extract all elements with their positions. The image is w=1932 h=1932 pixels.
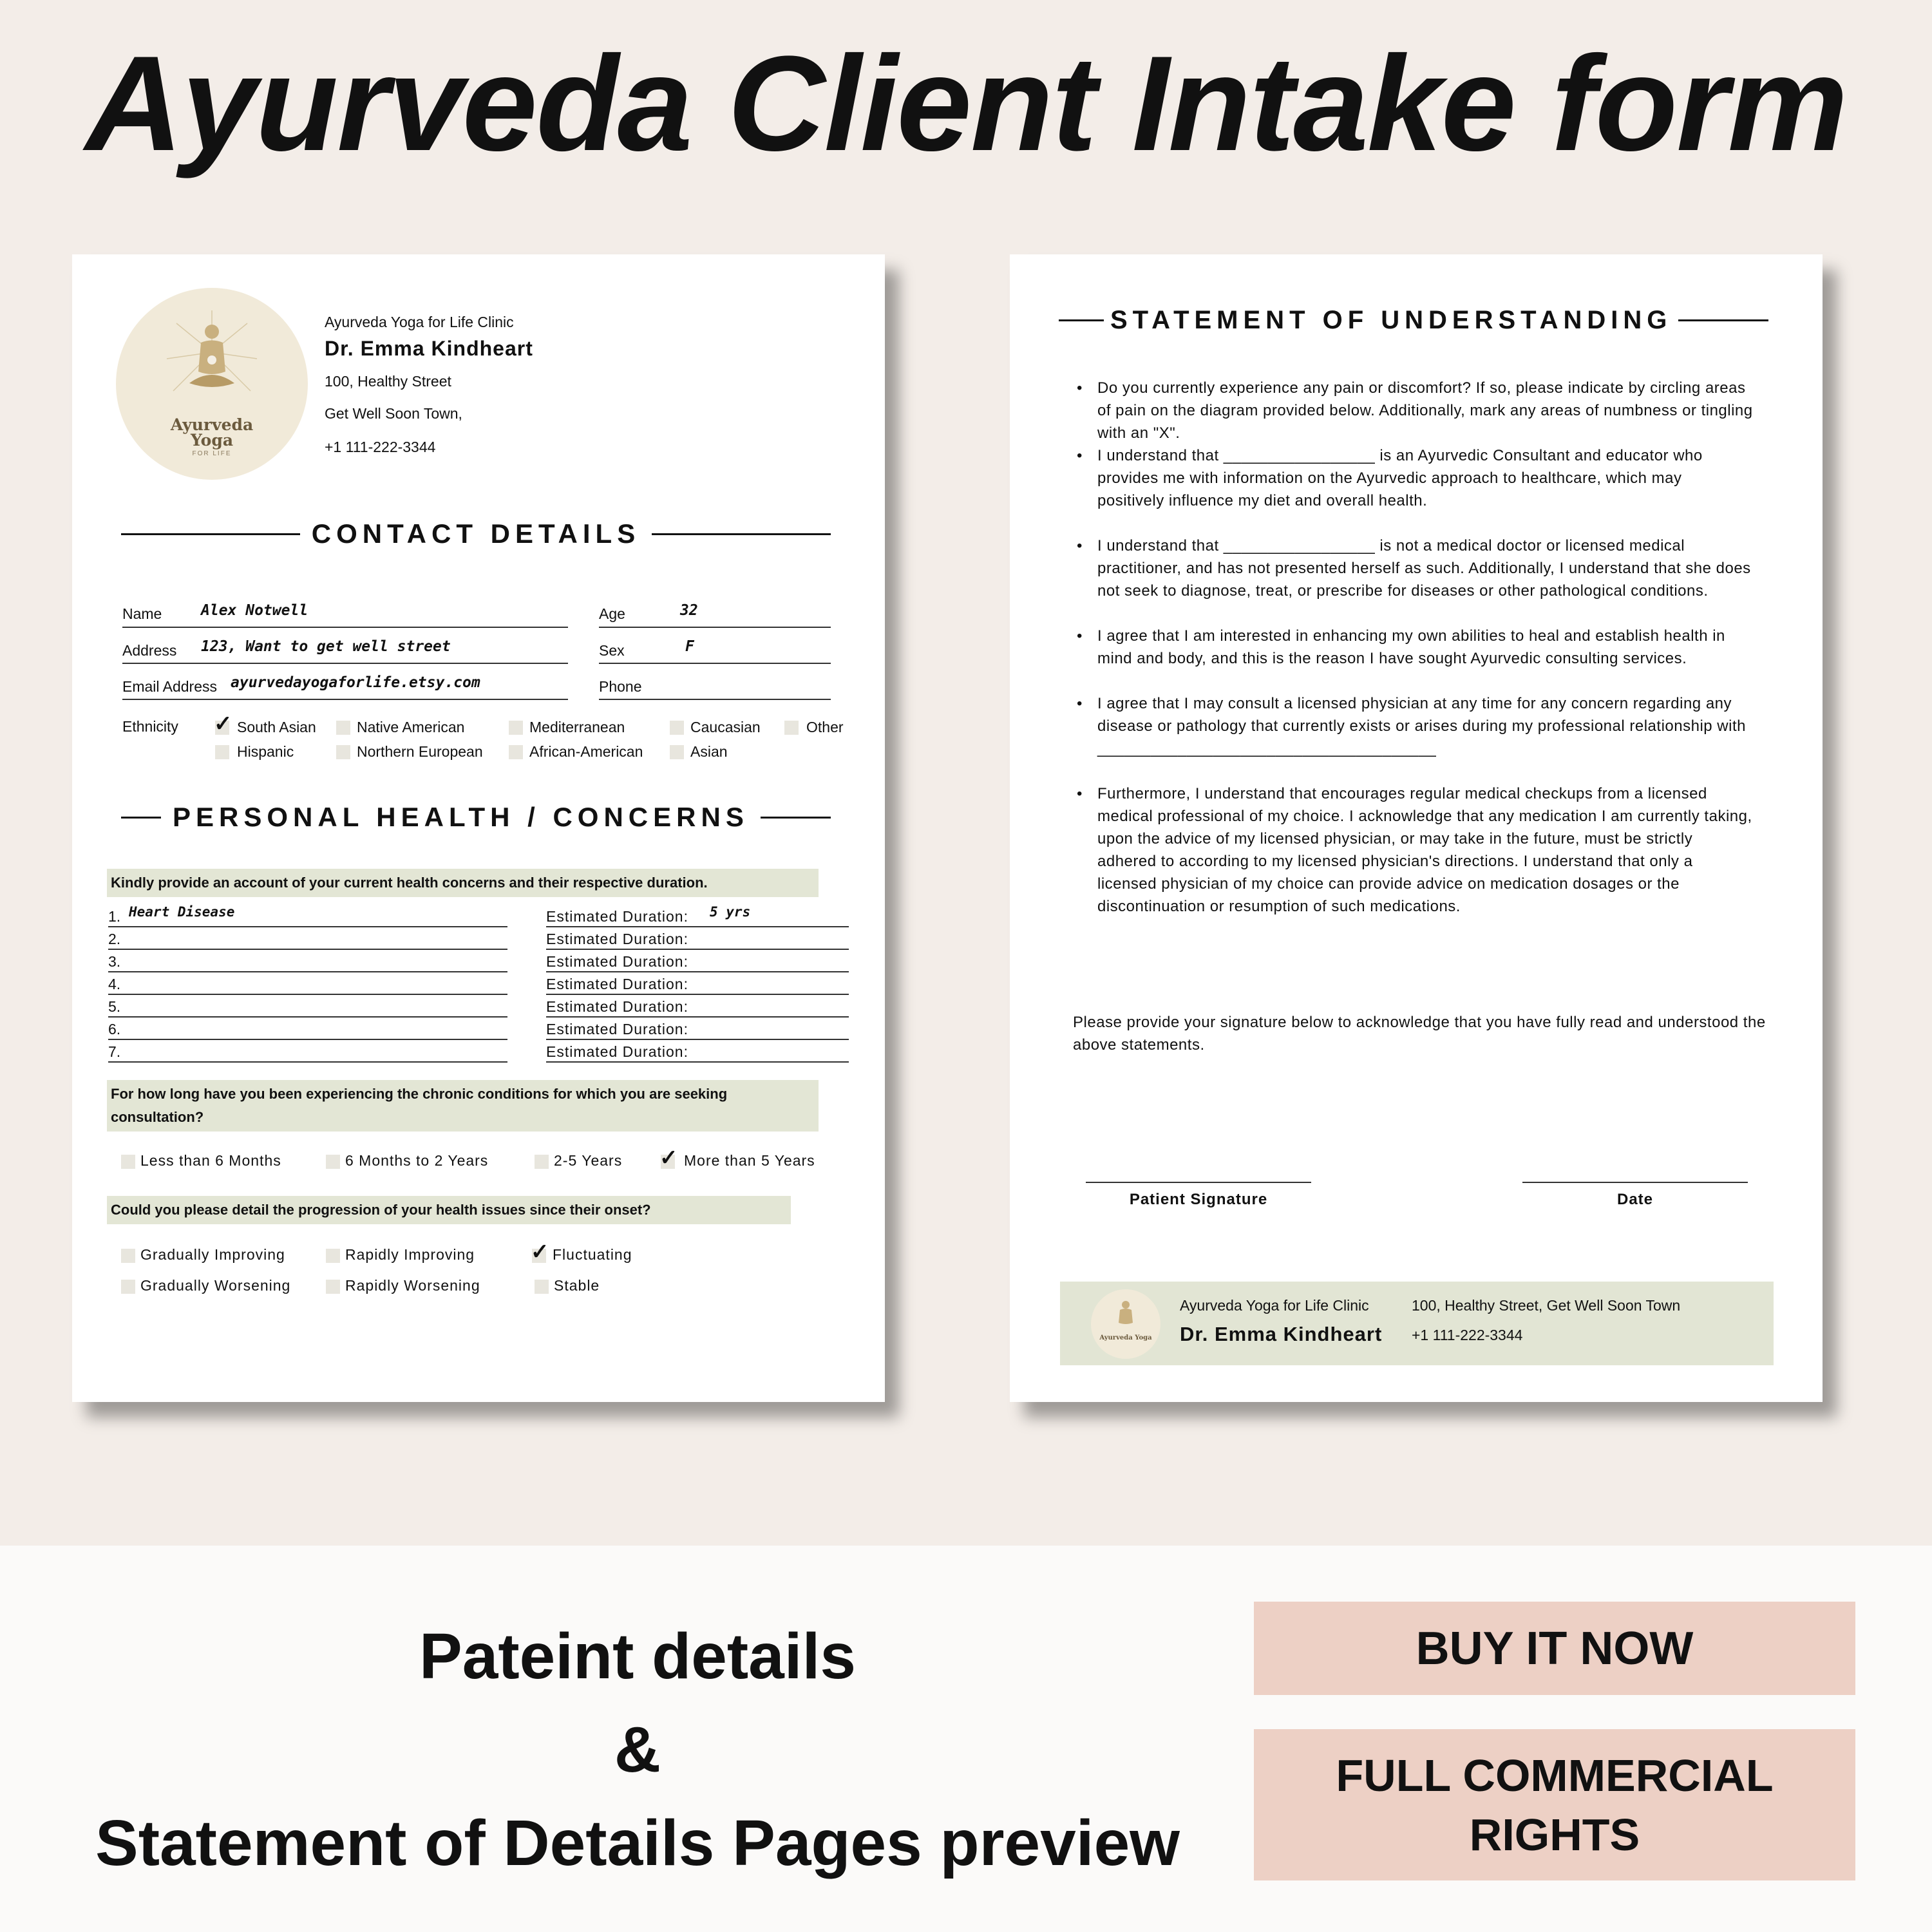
address-underline [122,663,568,664]
footer-band [1060,1282,1774,1365]
heading-rule-left [121,533,300,535]
logo-text-ayurveda: Ayurveda [170,415,254,434]
duration-input[interactable]: 5 yrs [710,904,751,920]
statement-title: STATEMENT OF UNDERSTANDING [1110,306,1672,334]
sex-underline [599,663,831,664]
preview-caption [64,1610,1211,1890]
ethnicity-checkbox-other[interactable] [784,721,799,735]
concern-number: 2. [108,931,121,947]
statement-item: • I understand that _________________ is an Ayurvedic Consultant and educator who provides me with information on the Ayurvedic approach to healthcare, which may positively influence my diet and overall health. [1077,444,1753,512]
duration-underline [546,1061,849,1063]
estimated-duration-label: Estimated Duration: [546,998,688,1015]
duration-underline [546,949,849,950]
duration-option-label: 6 Months to 2 Years [345,1152,489,1169]
ethnicity-checkbox-hispanic[interactable] [215,745,229,759]
personal-health-title: PERSONAL HEALTH / CONCERNS [173,802,749,832]
full-commercial-rights-badge[interactable] [1254,1729,1855,1880]
logo-text-yoga: Yoga [190,431,234,450]
signature-instruction: Please provide your signature below to acknowledge that you have fully read and understood the above statements. [1073,1014,1766,1054]
estimated-duration-label: Estimated Duration: [546,1043,688,1060]
statement-list [1077,377,1753,940]
ethnicity-checkbox-african-american[interactable] [509,745,523,759]
progression-checkbox-stable[interactable] [535,1280,549,1294]
footer-doctor-name: Dr. Emma Kindheart [1180,1323,1383,1345]
estimated-duration-label: Estimated Duration: [546,976,688,992]
footer-logo [1091,1289,1160,1359]
ethnicity-checkbox-mediterranean[interactable] [509,721,523,735]
clinic-address-line2: Get Well Soon Town, [325,405,462,422]
ethnicity-label: Ethnicity [122,718,178,735]
patient-signature-line[interactable] [1086,1182,1311,1183]
duration-option-label: Less than 6 Months [140,1152,281,1169]
duration-underline [546,994,849,995]
concern-underline [108,1039,507,1040]
patient-signature-label: Patient Signature [1129,1191,1268,1208]
ethnicity-option-label: Hispanic [237,743,294,760]
rights-line-2: RIGHTS [1469,1809,1640,1860]
statement-item: • Furthermore, I understand that encourages regular medical checkups from a licensed medical professional of my choice. I acknowledge that any medication I am currently taking, upon the advice of my licensed physician, or may take in the future, must be strictly adhered to according to my licensed physician's directions. I understand that only a licensed physician of my choice can provide advice on medication dosages or the discontinuation or resumption of such medications. [1077,782,1753,918]
doctor-name: Dr. Emma Kindheart [325,337,533,360]
footer-address: 100, Healthy Street, Get Well Soon Town [1412,1297,1681,1314]
email-label: Email Address [122,678,218,695]
statement-page-preview [1010,254,1823,1402]
footer-clinic-name: Ayurveda Yoga for Life Clinic [1180,1297,1369,1314]
main-title: Ayurveda Client Intake form [85,28,1847,179]
ethnicity-option-label: Caucasian [690,719,761,735]
footer-logo-text: Ayurveda Yoga [1099,1334,1152,1341]
concern-input[interactable]: Heart Disease [129,904,235,920]
progression-option-label: Gradually Improving [140,1246,285,1263]
name-input[interactable]: Alex Notwell [201,602,308,619]
contact-details-heading [121,518,831,549]
address-input[interactable]: 123, Want to get well street [201,638,451,655]
ethnicity-option-label: South Asian [237,719,316,735]
logo-text-for-life: FOR LIFE [192,450,232,457]
heading-rule-right [1678,319,1768,321]
concern-underline [108,926,507,927]
progression-option-label: Gradually Worsening [140,1277,291,1294]
progression-checkbox-gradually-improving[interactable] [121,1249,135,1263]
progression-option-label: Rapidly Improving [345,1246,475,1263]
checkmark-icon: ✓ [214,712,232,736]
question-health-concerns: Kindly provide an account of your current health concerns and their respective duration. [107,869,819,897]
question-progression: Could you please detail the progression of your health issues since their onset? [107,1196,791,1224]
sex-label: Sex [599,642,625,659]
progression-checkbox-rapidly-improving[interactable] [326,1249,340,1263]
duration-option-label: 2-5 Years [554,1152,623,1169]
clinic-address-line1: 100, Healthy Street [325,373,451,390]
caption-line-2: & [614,1714,661,1786]
concern-number: 4. [108,976,121,992]
concern-number: 5. [108,998,121,1015]
email-underline [122,699,568,700]
ethnicity-option-label: Northern European [357,743,483,760]
ethnicity-option-label: Native American [357,719,465,735]
duration-underline [546,971,849,972]
caption-line-1: Pateint details [419,1620,856,1692]
estimated-duration-label: Estimated Duration: [546,953,688,970]
buy-it-now-label: BUY IT NOW [1416,1622,1694,1674]
ethnicity-option-label: Mediterranean [529,719,625,735]
meditating-figure-icon [1113,1298,1139,1331]
checkmark-icon: ✓ [531,1240,549,1264]
progression-option-label: Rapidly Worsening [345,1277,480,1294]
ethnicity-checkbox-caucasian[interactable] [670,721,684,735]
duration-underline [546,1016,849,1018]
caption-line-3: Statement of Details Pages preview [95,1807,1180,1879]
age-input[interactable]: 32 [680,602,698,619]
name-label: Name [122,605,162,622]
statement-item: • I understand that _________________ is not a medical doctor or licensed medical practitioner, and has not presented herself as such. Additionally, I understand that she does not seek to diagnose, treat, or prescribe for diseases or other pathological conditions. [1077,535,1753,602]
duration-underline [546,926,849,927]
duration-checkbox-less-6-months[interactable] [121,1155,135,1169]
buy-it-now-button[interactable] [1254,1602,1855,1695]
duration-checkbox-2-5-years[interactable] [535,1155,549,1169]
duration-checkbox-6-months-2-years[interactable] [326,1155,340,1169]
concern-number: 6. [108,1021,121,1037]
ethnicity-option-label: Asian [690,743,728,760]
date-line[interactable] [1522,1182,1748,1183]
concern-number: 3. [108,953,121,970]
estimated-duration-label: Estimated Duration: [546,908,688,925]
concern-underline [108,1061,507,1063]
concern-underline [108,994,507,995]
personal-health-heading [121,802,831,833]
statement-item: • Do you currently experience any pain or discomfort? If so, please indicate by circling areas of pain on the diagram provided below. Additionally, mark any areas of numbness or tingling with an "X". [1077,377,1753,444]
intake-page-preview [72,254,885,1402]
estimated-duration-label: Estimated Duration: [546,931,688,947]
ethnicity-checkbox-northern-european[interactable] [336,745,350,759]
name-underline [122,627,568,628]
concern-number: 7. [108,1043,121,1060]
duration-underline [546,1039,849,1040]
email-input[interactable]: ayurvedayogaforlife.etsy.com [231,674,480,691]
statement-heading [1059,306,1768,335]
progression-checkbox-rapidly-worsening[interactable] [326,1280,340,1294]
heading-rule-left [121,817,161,819]
age-underline [599,627,831,628]
clinic-phone: +1 111-222-3344 [325,439,436,455]
phone-underline [599,699,831,700]
rights-line-1: FULL COMMERCIAL [1336,1750,1774,1801]
estimated-duration-label: Estimated Duration: [546,1021,688,1037]
ethnicity-option-label: Other [806,719,844,735]
concern-underline [108,971,507,972]
clinic-name: Ayurveda Yoga for Life Clinic [325,314,514,330]
concern-underline [108,949,507,950]
address-label: Address [122,642,177,659]
date-label: Date [1616,1191,1654,1208]
checkmark-icon: ✓ [659,1146,678,1170]
ethnicity-option-label: African-American [529,743,643,760]
ethnicity-checkbox-native-american[interactable] [336,721,350,735]
progression-option-label: Stable [554,1277,600,1294]
ethnicity-checkbox-asian[interactable] [670,745,684,759]
footer-phone: +1 111-222-3344 [1412,1327,1523,1343]
concern-underline [108,1016,507,1018]
sex-input[interactable]: F [685,638,694,655]
heading-rule-right [761,817,831,819]
progression-option-label: Fluctuating [553,1246,632,1263]
meditating-figure-icon [164,307,260,410]
concern-number: 1. [108,908,121,925]
statement-item: • I agree that I am interested in enhancing my own abilities to heal and establish health in mind and body, and this is the reason I have sought Ayurvedic consulting services. [1077,625,1753,670]
heading-rule-right [652,533,831,535]
age-label: Age [599,605,625,622]
heading-rule-left [1059,319,1104,321]
contact-details-title: CONTACT DETAILS [311,518,641,549]
statement-item: • I agree that I may consult a licensed physician at any time for any concern regarding any disease or pathology that currently exists or arises during my professional relationship with ______________________________________ [1077,692,1753,760]
duration-option-label: More than 5 Years [684,1152,815,1169]
phone-label: Phone [599,678,642,695]
question-chronic-duration: For how long have you been experiencing the chronic conditions for which you are seeking consultation? [107,1080,819,1132]
clinic-logo [116,288,308,480]
progression-checkbox-gradually-worsening[interactable] [121,1280,135,1294]
